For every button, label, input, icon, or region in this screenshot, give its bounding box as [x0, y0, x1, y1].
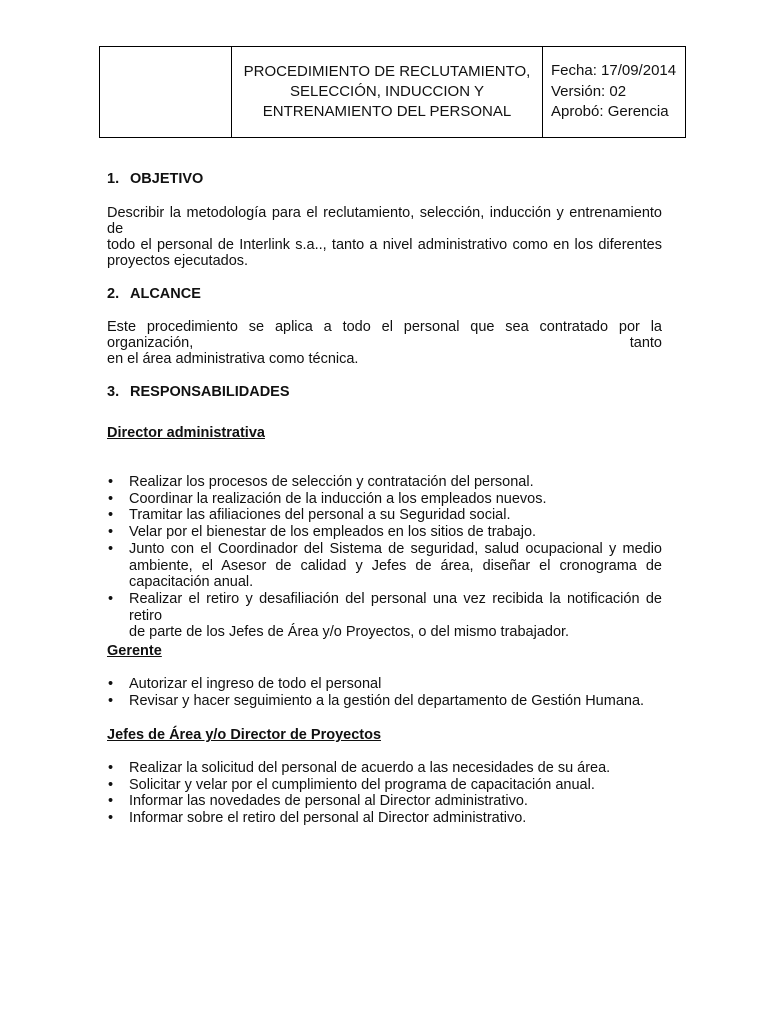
- list-item: [107, 507, 662, 524]
- logo-cell: [100, 47, 232, 138]
- list-item-text: [129, 474, 662, 491]
- section-heading-responsabilidades: [107, 384, 290, 400]
- paragraph-line: en el área administrativa como técnica.: [107, 351, 359, 367]
- paragraph-line: Este procedimiento se aplica a todo el personal que sea contratado por la organización, tanto: [107, 319, 662, 351]
- list-item-line: Junto con el Coordinador del Sistema de seguridad, salud ocupacional y medio: [129, 540, 662, 557]
- jefes-responsibilities-list: [107, 760, 662, 827]
- list-item-text: [129, 491, 662, 508]
- bullet-icon: •: [108, 474, 114, 490]
- list-item: [107, 676, 662, 693]
- list-item-line: Revisar y hacer seguimiento a la gestión del departamento de Gestión Humana.: [129, 692, 645, 709]
- subheading-jefes: Jefes de Área y/o Director de Proyectos: [107, 727, 382, 743]
- list-item-text: [129, 760, 662, 777]
- list-item: [107, 760, 662, 777]
- list-item: [107, 777, 662, 794]
- subheading-director: Director administrativa: [107, 425, 265, 441]
- director-responsibilities-list: [107, 474, 662, 641]
- document-title: [232, 47, 543, 138]
- list-item-line: Realizar los procesos de selección y contratación del personal.: [129, 474, 534, 490]
- bullet-icon: •: [108, 676, 114, 692]
- section-number: 1.: [107, 171, 120, 187]
- title-line: PROCEDIMIENTO DE RECLUTAMIENTO,: [243, 63, 531, 80]
- list-item-line: Realizar la solicitud del personal de acuerdo a las necesidades de su área.: [129, 760, 611, 776]
- list-item-text: [129, 810, 662, 827]
- bullet-icon: •: [108, 490, 114, 507]
- objetivo-paragraph: [107, 205, 662, 269]
- list-item-line: Informar sobre el retiro del personal al Director administrativo.: [129, 810, 527, 827]
- version-label: Versión: 02: [551, 82, 627, 100]
- list-item-line: Autorizar el ingreso de todo el personal: [129, 676, 382, 692]
- list-item: [107, 810, 662, 827]
- list-item-text: [129, 524, 662, 541]
- section-heading-alcance: [107, 286, 201, 302]
- list-item: [107, 693, 662, 710]
- bullet-icon: •: [108, 760, 114, 776]
- list-item: [107, 491, 662, 508]
- fecha-label: Fecha: 17/09/2014: [551, 62, 677, 80]
- list-item-line: Realizar el retiro y desafiliación del personal una vez recibida la notificación de retiro: [129, 590, 662, 624]
- list-item-text: [129, 507, 662, 524]
- list-item-text: [129, 793, 662, 810]
- bullet-icon: •: [108, 810, 114, 827]
- section-title: OBJETIVO: [130, 171, 204, 187]
- bullet-icon: •: [108, 692, 114, 709]
- bullet-icon: •: [108, 590, 114, 607]
- paragraph-line: proyectos ejecutados.: [107, 253, 249, 269]
- list-item-text: [129, 591, 662, 641]
- list-item-line: Tramitar las afiliaciones del personal a su Seguridad social.: [129, 507, 511, 524]
- bullet-icon: •: [108, 776, 114, 793]
- title-line: SELECCIÓN, INDUCCION Y: [290, 83, 484, 100]
- list-item-line: capacitación anual.: [129, 574, 254, 591]
- list-item: [107, 591, 662, 641]
- list-item-line: de parte de los Jefes de Área y/o Proyectos, o del mismo trabajador.: [129, 624, 570, 641]
- list-item: [107, 474, 662, 491]
- alcance-paragraph: [107, 319, 662, 367]
- section-heading-objetivo: [107, 171, 203, 187]
- paragraph-line: Describir la metodología para el reclutamiento, selección, inducción y entrenamiento de: [107, 205, 662, 237]
- list-item-line: Solicitar y velar por el cumplimiento del programa de capacitación anual.: [129, 776, 595, 793]
- bullet-icon: •: [108, 540, 114, 557]
- subheading-gerente: Gerente: [107, 643, 162, 659]
- section-number: 2.: [107, 286, 120, 302]
- section-title: ALCANCE: [130, 286, 201, 302]
- list-item-text: [129, 676, 662, 693]
- bullet-icon: •: [108, 507, 114, 524]
- aprobo-label: Aprobó: Gerencia: [551, 103, 669, 121]
- list-item-line: Informar las novedades de personal al Director administrativo.: [129, 793, 528, 810]
- title-line: ENTRENAMIENTO DEL PERSONAL: [262, 103, 512, 120]
- list-item-line: Velar por el bienestar de los empleados en los sitios de trabajo.: [129, 524, 537, 541]
- list-item-text: [129, 541, 662, 591]
- bullet-icon: •: [108, 524, 114, 541]
- document-meta: [543, 47, 686, 138]
- paragraph-line: todo el personal de Interlink s.a.., tanto a nivel administrativo como en los diferentes: [107, 237, 662, 253]
- bullet-icon: •: [108, 793, 114, 810]
- list-item-line: ambiente, el Asesor de calidad y Jefes de área, diseñar el cronograma de: [129, 557, 662, 574]
- list-item-line: Coordinar la realización de la inducción a los empleados nuevos.: [129, 490, 547, 507]
- section-title: RESPONSABILIDADES: [130, 384, 290, 400]
- list-item: [107, 793, 662, 810]
- section-number: 3.: [107, 384, 120, 400]
- list-item: [107, 541, 662, 591]
- document-header-table: [99, 46, 686, 138]
- list-item-text: [129, 777, 662, 794]
- gerente-responsibilities-list: [107, 676, 662, 709]
- list-item: [107, 524, 662, 541]
- list-item-text: [129, 693, 662, 710]
